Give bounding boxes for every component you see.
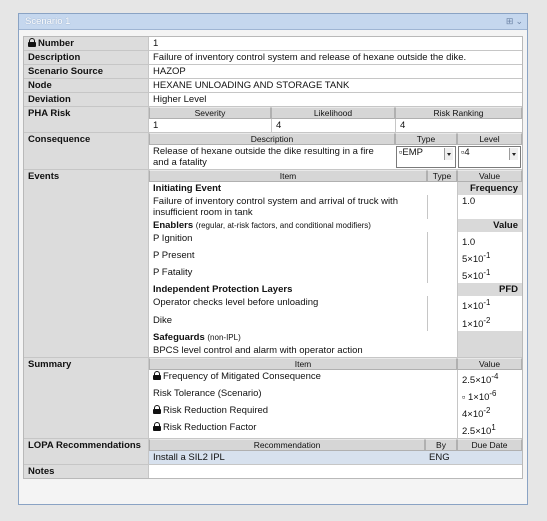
node-row: Node HEXANE UNLOADING AND STORAGE TANK (24, 79, 522, 93)
likelihood-field[interactable]: 4 (271, 119, 395, 132)
node-field[interactable]: HEXANE UNLOADING AND STORAGE TANK (149, 79, 522, 92)
deviation-field[interactable]: Higher Level (149, 93, 522, 106)
notes-field[interactable] (149, 465, 522, 478)
number-field[interactable]: 1 (149, 37, 522, 50)
initiating-event-title: Initiating Event (153, 183, 222, 194)
consequence-row: Consequence Description Type Level Release of hexane outside the dike resulting in a fire and a fatality ▫EMP ▫4 (24, 133, 522, 170)
lopa-recommendations-row: LOPA Recommendations Recommendation By Due Date Install a SIL2 IPL ENG (24, 439, 522, 465)
events-row: Events Item Type Value Initiating Event Frequency Failure of inventory control system and arrival of truck with insufficient room in tank 1.0 Enablers (regular, at-risk factors, and conditional modifiers) Value P Ignition 1.0 P Present $5\times 10^{-1}$ P Fatality $5\times 10^{-1}$ Independent Protection Layers PFD Operator checks level before unloading $1\times 10^{-1}$ Dike $1\times 10^{-2}$ Safeguards (non-IPL) BPCS level control and alarm with operator action (24, 170, 522, 358)
window-title: Scenario 1 (25, 16, 71, 27)
lock-icon (153, 405, 161, 414)
initiating-event-item[interactable]: Failure of inventory control system and arrival of truck with insufficient room in tank (153, 196, 398, 218)
ipl-title: Independent Protection Layers (153, 284, 293, 296)
enabler-value[interactable]: $5\times 10^{-1}$ (457, 266, 522, 283)
scenario-source-field[interactable]: HAZOP (149, 65, 522, 78)
scenario-window (18, 13, 528, 505)
checkbox-icon: ▫ (461, 147, 465, 158)
ipl-item[interactable]: Dike (153, 314, 173, 326)
summary-value: $4\times 10^{-2}$ (457, 404, 522, 421)
risk-tolerance-select[interactable]: ▫ $1\times 10^{-6}$ (457, 387, 522, 404)
safeguard-item[interactable]: BPCS level control and alarm with operator action (153, 344, 363, 356)
summary-item: Risk Tolerance (Scenario) (153, 387, 262, 399)
description-field[interactable]: Failure of inventory control system and release of hexane outside the dike. (149, 51, 522, 64)
enabler-value[interactable]: 1.0 (457, 232, 522, 249)
enabler-item[interactable]: P Ignition (153, 233, 193, 244)
checkbox-icon: ▫ (462, 392, 469, 404)
initiating-event-frequency[interactable]: 1.0 (457, 195, 522, 219)
ipl-value[interactable]: $1\times 10^{-2}$ (457, 314, 522, 331)
risk-ranking-header: Risk Ranking (395, 107, 522, 119)
enabler-item[interactable]: P Present (153, 250, 195, 262)
consequence-level-select[interactable]: ▫4 (458, 146, 521, 168)
chevron-down-icon[interactable]: ⌄ (515, 16, 523, 26)
enablers-title: Enablers (153, 220, 194, 231)
checkbox-icon: ▫ (399, 147, 403, 158)
recommendation-due-date-field[interactable] (457, 451, 522, 464)
window-titlebar[interactable] (19, 14, 527, 30)
consequence-type-select[interactable]: ▫EMP (396, 146, 456, 168)
description-row: Description Failure of inventory control system and release of hexane outside the dike. (24, 51, 522, 65)
summary-row: Summary Item Value Frequency of Mitigated Consequence $2.5\times 10^{-4}$ Risk Tolerance (Scenario) ▫ $1\times 10^{-6}$ Risk Reduction Required $4\times 10^{-2}$ Risk Reduction Factor $2.5\times 10^1$ (24, 358, 522, 440)
deviation-row: Deviation Higher Level (24, 93, 522, 107)
dropdown-arrow-icon[interactable] (444, 148, 453, 160)
dropdown-arrow-icon[interactable] (509, 148, 518, 160)
recommendation-field[interactable]: Install a SIL2 IPL (153, 452, 225, 464)
summary-item: Risk Reduction Required (149, 404, 457, 421)
consequence-description-field[interactable]: Release of hexane outside the dike resulting in a fire and a fatality (153, 146, 374, 168)
summary-item: Frequency of Mitigated Consequence (149, 370, 457, 387)
summary-item: Risk Reduction Factor (149, 421, 457, 438)
recommendation-by-field[interactable]: ENG (429, 452, 450, 464)
summary-value: $2.5\times 10^{-4}$ (457, 370, 522, 387)
likelihood-header: Likelihood (271, 107, 395, 119)
summary-value: $2.5\times 10^1$ (457, 421, 522, 438)
enabler-value[interactable]: $5\times 10^{-1}$ (457, 249, 522, 266)
pin-icon[interactable]: ⊞ (505, 16, 514, 26)
severity-header: Severity (149, 107, 271, 119)
safeguards-title: Safeguards (153, 331, 205, 343)
pha-risk-row: PHA Risk Severity Likelihood Risk Ranking 1 4 4 (24, 107, 522, 133)
scenario-form (23, 36, 523, 479)
ipl-value[interactable]: $1\times 10^{-1}$ (457, 296, 522, 313)
notes-row: Notes (24, 465, 522, 478)
lock-icon (153, 371, 161, 380)
risk-ranking-field[interactable]: 4 (395, 119, 522, 132)
scenario-source-row: Scenario Source HAZOP (24, 65, 522, 79)
ipl-item[interactable]: Operator checks level before unloading (153, 297, 319, 309)
severity-field[interactable]: 1 (153, 120, 159, 131)
number-row: Number 1 (24, 37, 522, 51)
lock-icon (28, 38, 36, 47)
lock-icon (153, 422, 161, 431)
enabler-item[interactable]: P Fatality (153, 267, 193, 279)
